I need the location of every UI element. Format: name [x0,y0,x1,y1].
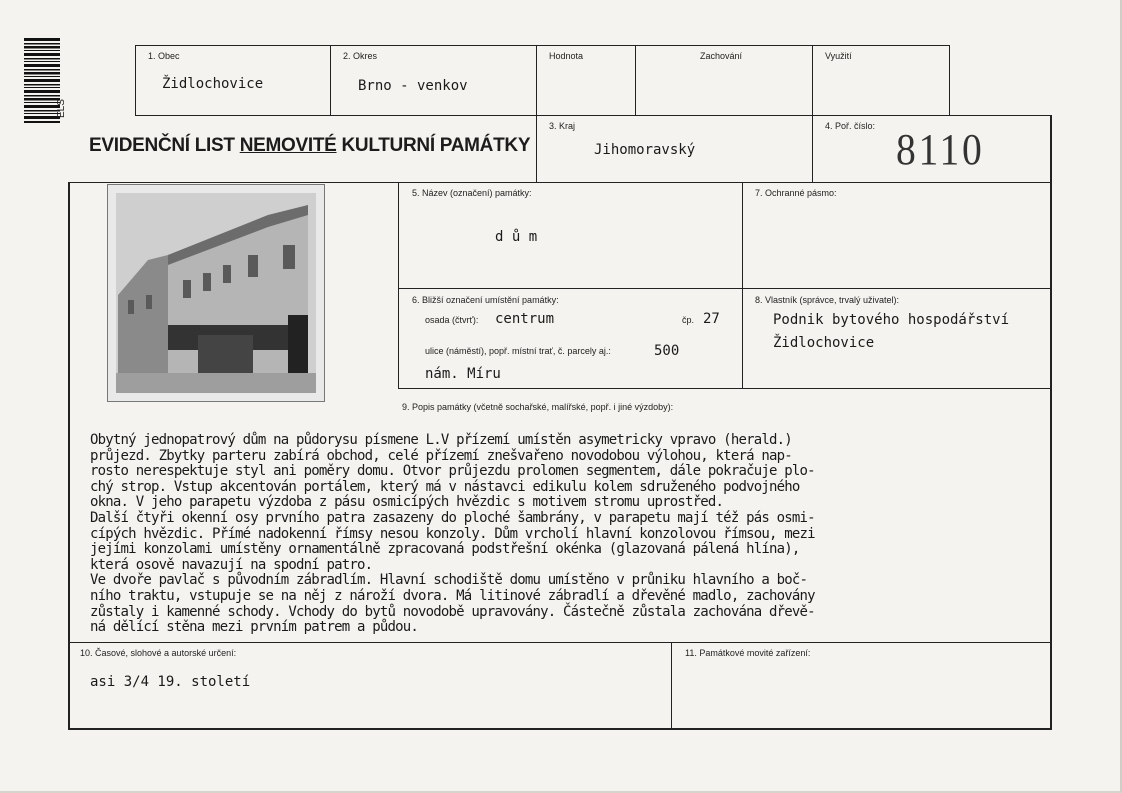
side-code: ELS [56,99,67,118]
osada-label: osada (čtvrť): [425,315,479,325]
por-cislo-value: 8110 [896,125,985,174]
umisteni-label: 6. Bližší označení umístění památky: [412,295,559,305]
popis-line: chý strop. Vstup akcentován portálem, který má v nástavci edikulu kolem sdruženého podvojného [90,478,800,495]
nazev-label: 5. Název (označení) památky: [412,188,532,198]
popis-line: Ve dvoře pavlač s původním zábradlím. Hlavní schodiště domu umístěno v průniku hlavního a boč- [90,572,808,589]
popis-line: rosto nerespektuje styl ani poměry domu. Otvor průjezdu prolomen segmentem, dále pokračuje plo- [90,463,815,480]
ochranne-pasmo-label: 7. Ochranné pásmo: [755,188,837,198]
vlastnik-line1: Podnik bytového hospodářství [773,312,1010,328]
nazev-value: d ů m [495,229,538,245]
popis-line: jejími konzolami umístěny ornamentálně zpracovaná podstřešní okénka (glazovaná pálená hlína), [90,541,800,558]
popis-label: 9. Popis památky (včetně sochařské, malířské, popř. i jiné výzdoby): [402,402,674,412]
frame-right [1050,115,1052,730]
frame-bottom [68,728,1052,730]
popis-line: průjezd. Zbytky parteru zabírá obchod, celé přízemí znešvařeno novodobou výlohou, která nap- [90,447,792,464]
casove-value: asi 3/4 19. století [90,674,251,690]
obec-value: Židlochovice [162,76,264,92]
okres-label: 2. Okres [343,51,378,61]
popis-text [90,433,1050,636]
popis-line: cípých hvězdic. Přímé nadokenní římsy nesou konzoly. Dům vrcholí hlavní konzolovou římsou, mezi [90,525,815,542]
ulice-value: nám. Míru [425,366,501,382]
kraj-value: Jihomoravský [594,142,696,158]
cp-label: čp. [682,315,695,325]
vlastnik-label: 8. Vlastník (správce, trvalý uživatel): [755,295,900,305]
osada-value: centrum [495,311,555,327]
hodnota-label: Hodnota [549,51,584,61]
vyuziti-label: Využití [825,51,852,61]
casove-label: 10. Časové, slohové a autorské určení: [80,648,237,658]
movite-label: 11. Památkové movité zařízení: [685,648,811,658]
parcela-value: 500 [654,343,680,359]
obec-label: 1. Obec [148,51,180,61]
popis-line: ního traktu, vstupuje se na něj z nároží dvora. Má litinové zábradlí a dřevěné madlo, zachovány [90,587,815,604]
popis-line: okna. V jeho parapetu výzdoba z pásu osmicípých hvězdic s motivem stromu uprostřed. [90,494,724,511]
ulice-label: ulice (náměstí), popř. místní trať, č. parcely aj.: [425,346,611,356]
popis-line: Obytný jednopatrový dům na půdorysu písmene L.V přízemí umístěn asymetricky vpravo (herald.) [90,432,792,448]
vlastnik-line2: Židlochovice [773,335,875,351]
frame-left [68,182,70,730]
zachovani-label: Zachování [700,51,743,61]
kraj-label: 3. Kraj [549,121,576,131]
por-cislo-label: 4. Poř. číslo: [825,121,876,131]
popis-line: která osově navazují na spodní patro. [90,556,373,573]
page-title: EVIDENČNÍ LIST NEMOVITÉ KULTURNÍ PAMÁTKY [89,135,531,156]
barcode [24,38,60,124]
building-photo [107,184,325,402]
popis-line: zůstaly i kamenné schody. Vchody do bytů novodobě upravovány. Částečně zůstala zachována dřevě- [90,603,815,620]
okres-value: Brno - venkov [358,78,468,94]
cp-value: 27 [703,311,720,327]
popis-line: Další čtyři okenní osy prvního patra zasazeny do ploché šambrány, v parapetu mají též pás osmi- [90,509,815,526]
popis-line: ná dělící stěna mezi prvním patrem a půdou. [90,619,419,636]
